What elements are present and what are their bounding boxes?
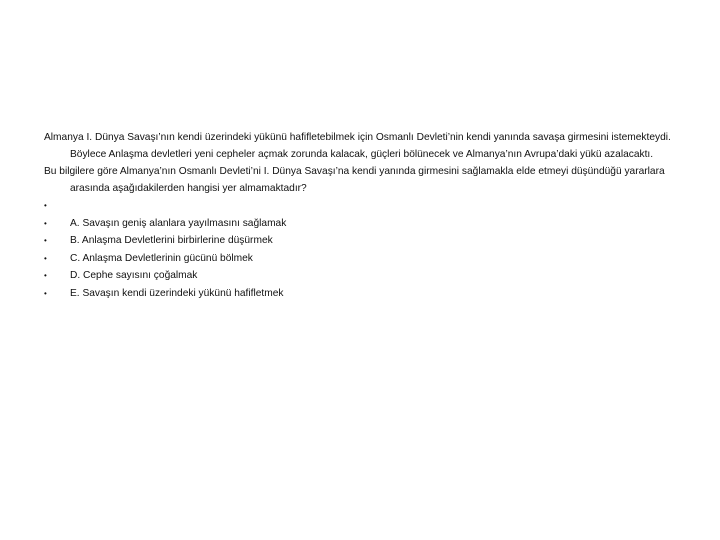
bullet-icon: •	[44, 236, 47, 245]
option-text: E. Savaşın kendi üzerindeki yükünü hafifletmek	[70, 287, 284, 299]
option-text: C. Anlaşma Devletlerinin gücünü bölmek	[70, 252, 253, 264]
question-block	[44, 129, 684, 302]
option-b	[44, 232, 684, 250]
bullet-icon: •	[44, 218, 47, 228]
bullet-icon: •	[44, 201, 47, 210]
option-d	[44, 267, 684, 285]
option-text: A. Savaşın geniş alanlara yayılmasını sağlamak	[70, 217, 287, 229]
option-text: D. Cephe sayısını çoğalmak	[70, 270, 198, 281]
option-a	[44, 215, 684, 233]
answer-options	[44, 197, 684, 302]
option-empty	[44, 197, 684, 215]
bullet-icon: •	[44, 253, 47, 263]
option-e	[44, 285, 684, 303]
option-text: B. Anlaşma Devletlerini birbirlerine düşürmek	[70, 235, 273, 246]
question-prompt: Bu bilgilere göre Almanya’nın Osmanlı Devleti’ni I. Dünya Savaşı’na kendi yanında girmesini sağlamakla elde etmeyi düşündüğü yararlara arasında aşağıdakilerden hangisi yer almamaktadır?	[44, 166, 665, 194]
question-context: Almanya I. Dünya Savaşı’nın kendi üzerindeki yükünü hafifletebilmek için Osmanlı Devleti’nin kendi yanında savaşa girmesini istemekteydi. Böylece Anlaşma devletleri yeni cepheler açmak zorunda kalacak, güçleri bölünecek ve Almanya’nın Avrupa’daki yükü azalacaktı.	[44, 132, 671, 160]
option-c	[44, 250, 684, 268]
bullet-icon: •	[44, 288, 47, 298]
bullet-icon: •	[44, 271, 47, 280]
